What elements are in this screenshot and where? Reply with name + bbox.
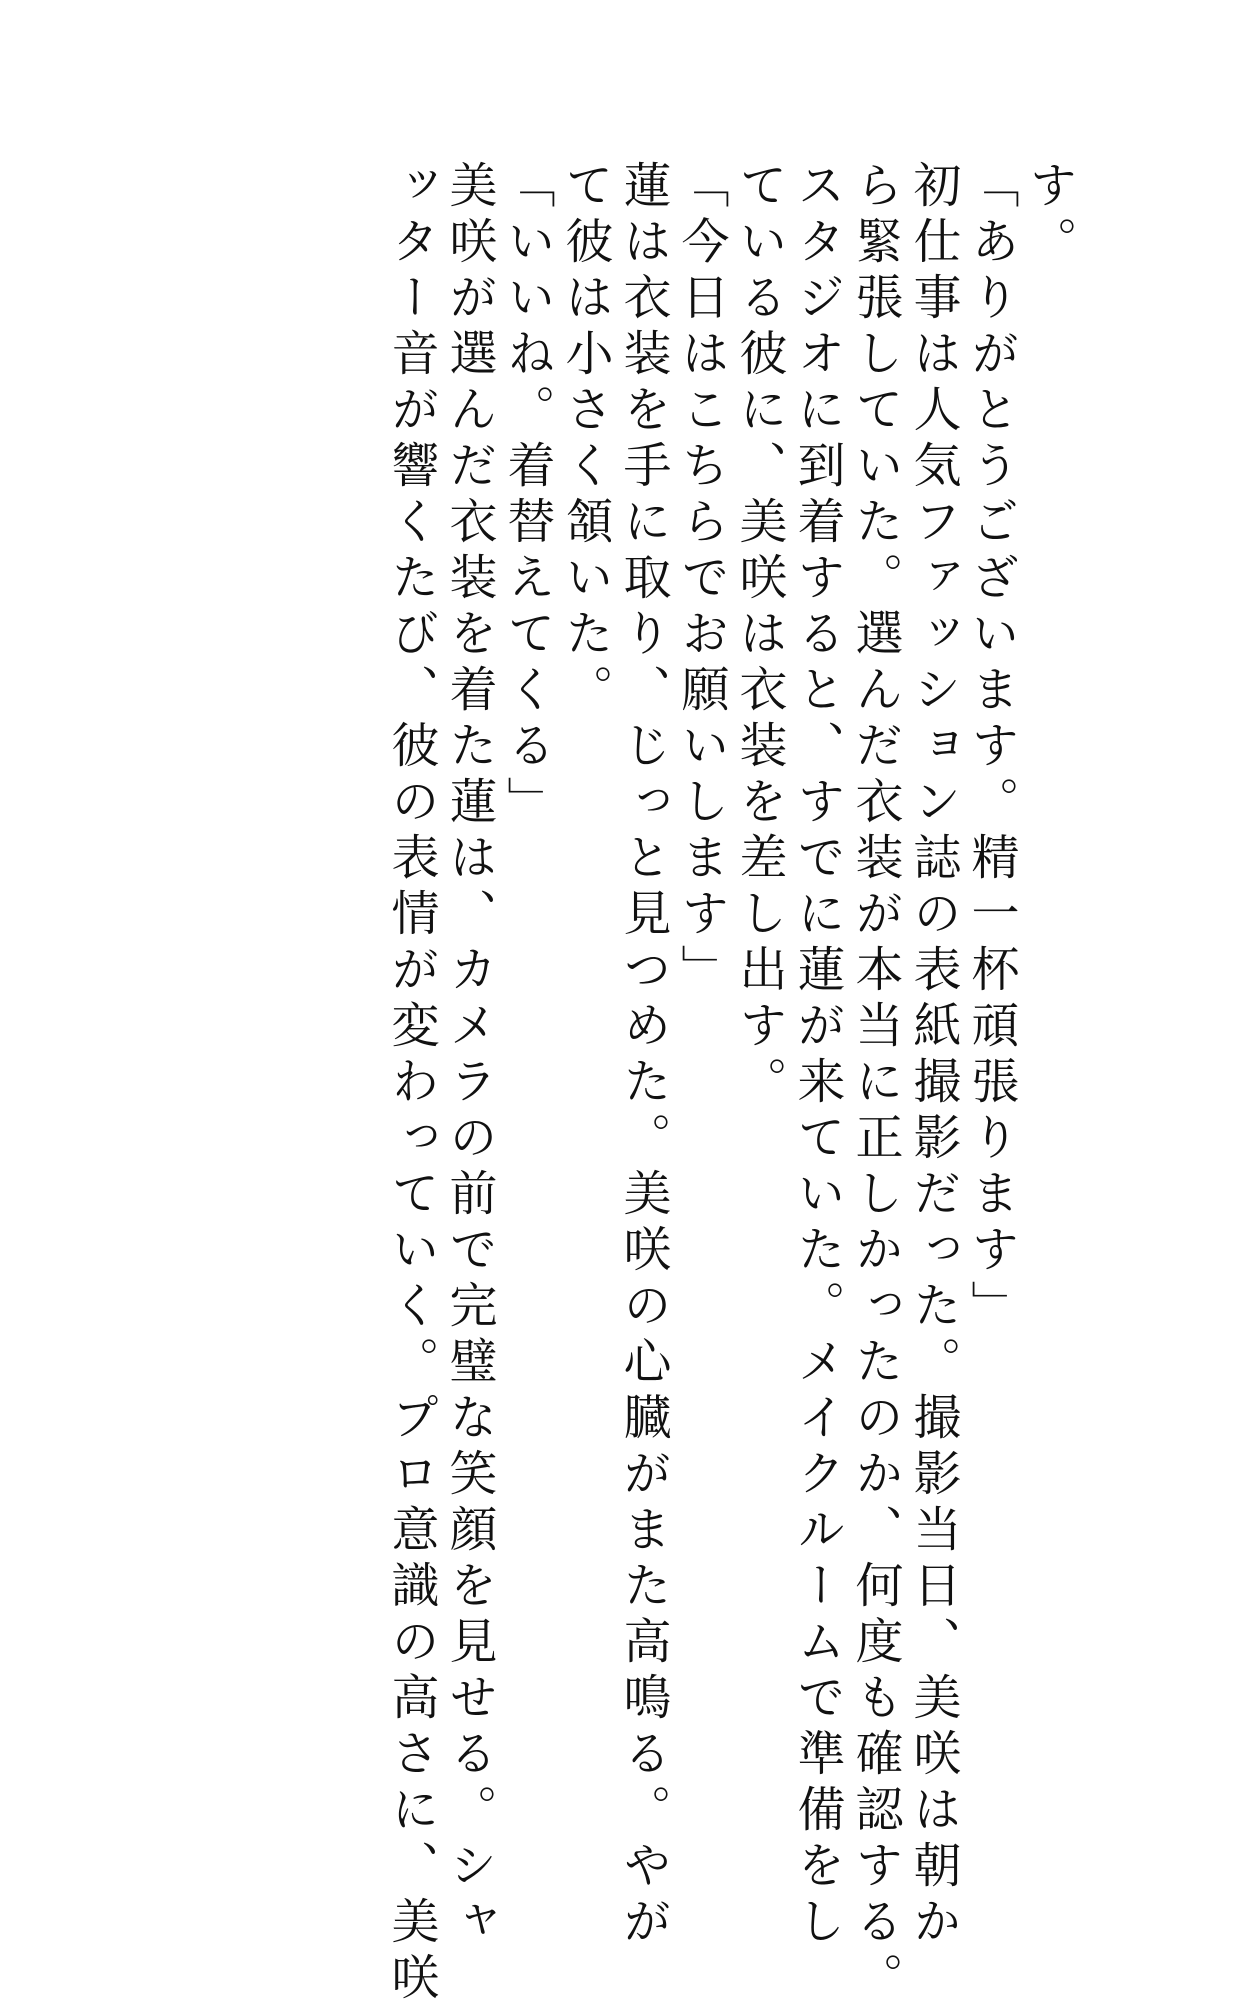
text-column: 初仕事は人気ファッション誌の表紙撮影だった。撮影当日、美咲は朝か (905, 160, 961, 1952)
text-column: ている彼に、美咲は衣装を差し出す。 (731, 160, 787, 1112)
text-column: 美咲が選んだ衣装を着た蓮は、カメラの前で完璧な笑顔を見せる。シャ (441, 160, 497, 1952)
text-column: 蓮は衣装を手に取り、じっと見つめた。美咲の心臓がまた高鳴る。やが (615, 160, 671, 1952)
text-column: す。 (1021, 160, 1077, 272)
text-column: て彼は小さく頷いた。 (557, 160, 613, 720)
text-column: 「ありがとうございます。精一杯頑張ります」 (963, 160, 1019, 1336)
text-column: スタジオに到着すると、すでに蓮が来ていた。メイクルームで準備をし (789, 160, 845, 1952)
text-column: 「今日はこちらでお願いします」 (673, 160, 729, 1000)
text-column: ら緊張していた。選んだ衣装が本当に正しかったのか、何度も確認する。 (847, 160, 903, 2008)
text-column: ッター音が響くたび、彼の表情が変わっていく。プロ意識の高さに、美咲 (383, 160, 439, 2008)
text-column: 「いいね。着替えてくる」 (499, 160, 555, 832)
